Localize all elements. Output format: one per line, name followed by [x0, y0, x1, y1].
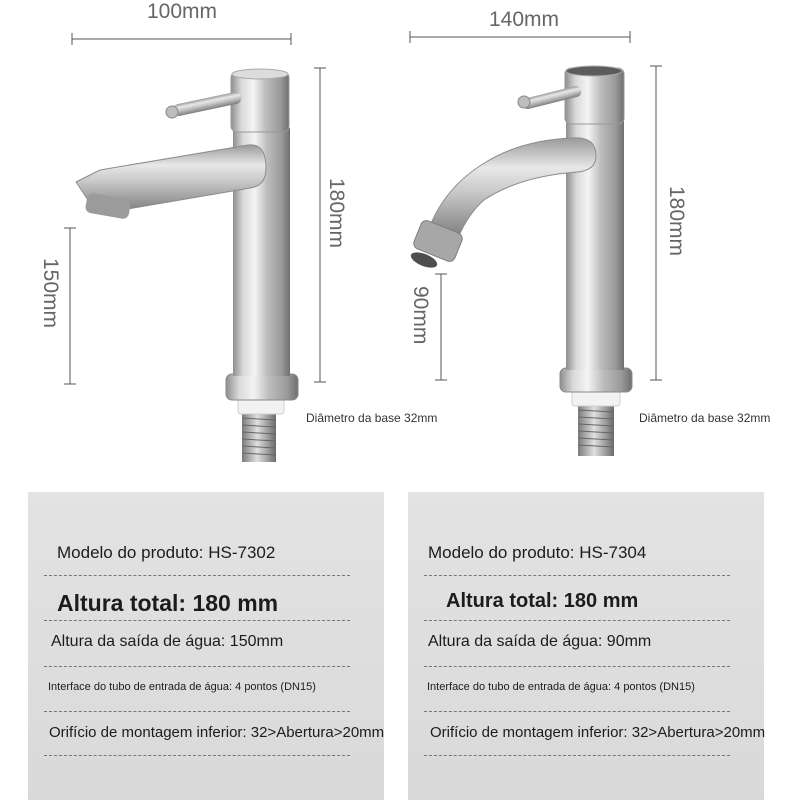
spout-height-label-right: 90mm: [409, 286, 432, 345]
spec-model-right: Modelo do produto: HS-7304: [428, 543, 647, 562]
divider: [424, 575, 730, 576]
divider: [44, 711, 350, 712]
spec-hole-left: Orifício de montagem inferior: 32>Abertura>20mm: [49, 724, 385, 741]
width-label-right: 140mm: [489, 8, 560, 31]
height-label-left: 180mm: [325, 178, 348, 249]
divider: [44, 575, 350, 576]
width-label-left: 100mm: [147, 0, 218, 23]
divider: [44, 620, 350, 621]
divider: [44, 666, 350, 667]
faucet-hs-7304: [409, 66, 632, 456]
faucet-hs-7302: [76, 69, 298, 462]
base-diameter-note-right: Diâmetro da base 32mm: [639, 411, 771, 425]
spec-outlet-right: Altura da saída de água: 90mm: [428, 633, 652, 650]
spec-height-left: Altura total: 180 mm: [57, 590, 279, 616]
divider: [424, 755, 730, 756]
spec-outlet-left: Altura da saída de água: 150mm: [51, 633, 284, 650]
height-label-right: 180mm: [665, 186, 688, 257]
divider: [424, 620, 730, 621]
base-diameter-note-left: Diâmetro da base 32mm: [306, 411, 438, 425]
divider: [424, 666, 730, 667]
spec-interface-left: Interface do tubo de entrada de água: 4 pontos (DN15): [48, 681, 316, 693]
spec-interface-right: Interface do tubo de entrada de água: 4 pontos (DN15): [427, 681, 695, 693]
spec-height-right: Altura total: 180 mm: [446, 590, 639, 612]
spout-height-label-left: 150mm: [39, 258, 62, 329]
spec-hole-right: Orifício de montagem inferior: 32>Abertura>20mm: [430, 724, 766, 741]
spec-model-left: Modelo do produto: HS-7302: [57, 543, 276, 562]
divider: [44, 755, 350, 756]
divider: [424, 711, 730, 712]
